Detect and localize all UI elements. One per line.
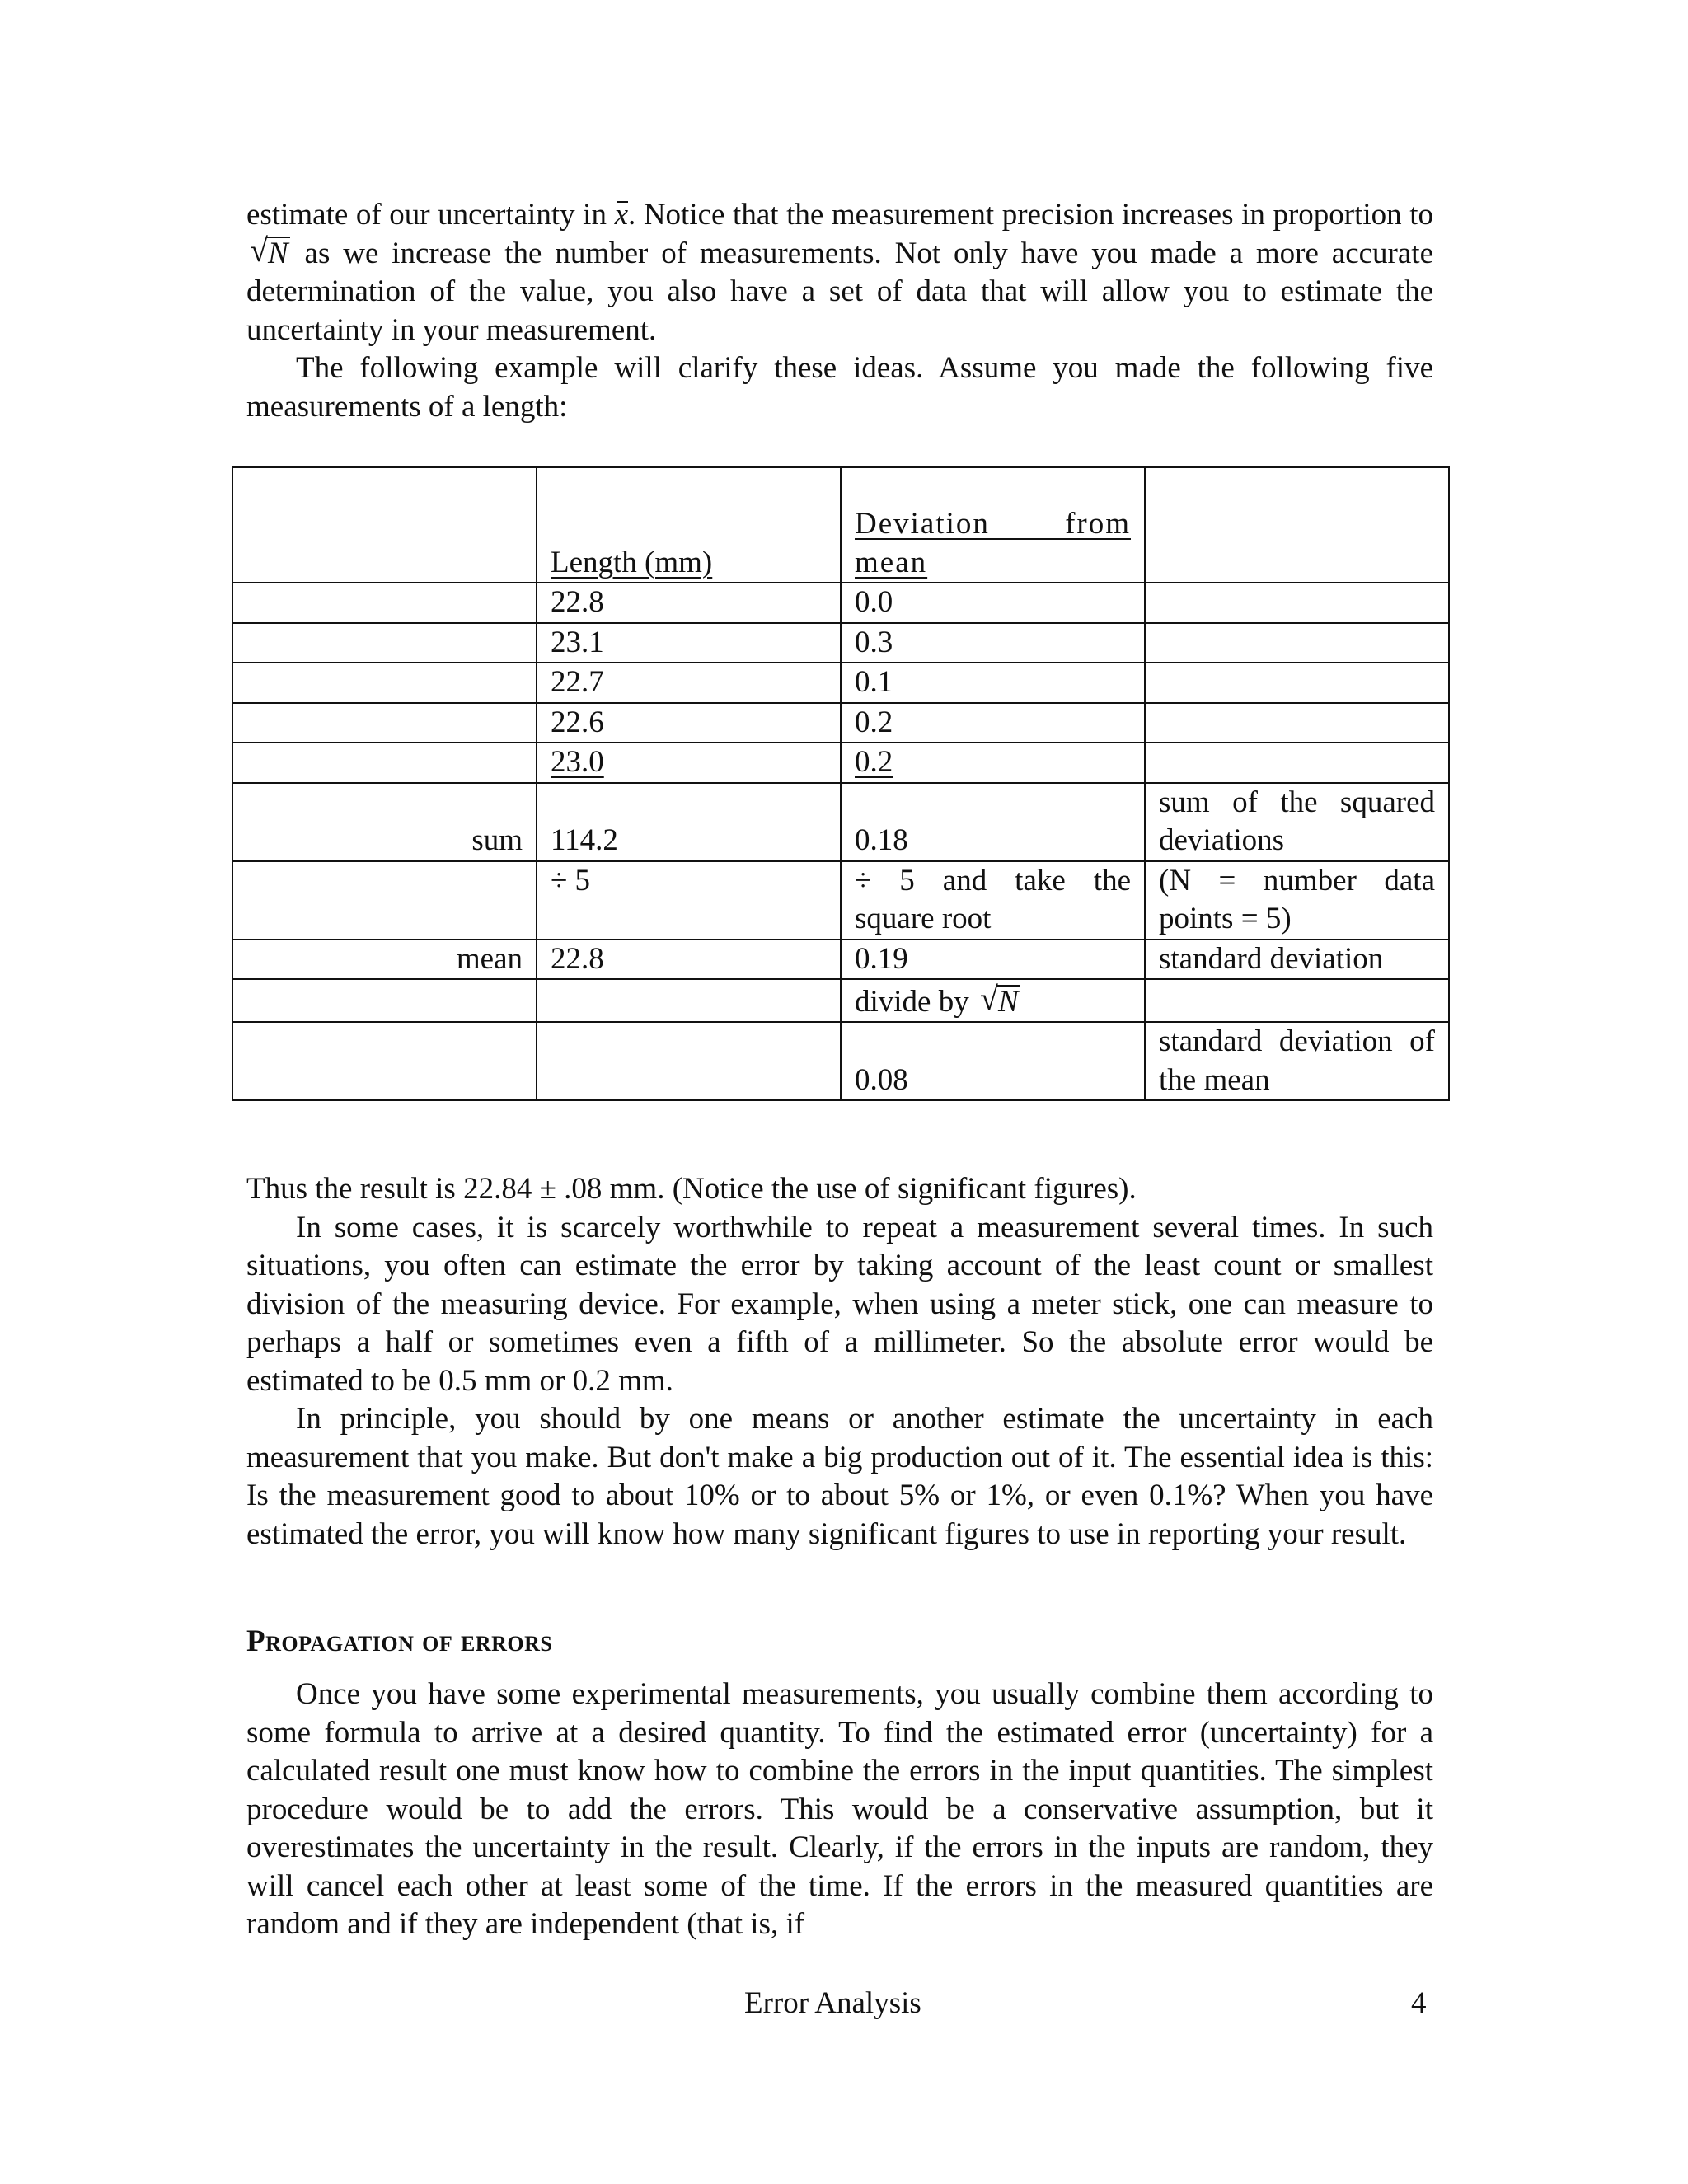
intro-text-part2: . Notice that the measurement precision increases in proportion to — [628, 198, 1434, 232]
table-header-row — [232, 467, 1449, 583]
table-row — [232, 703, 1449, 743]
sum-note: sum of the squared deviations — [1145, 783, 1449, 861]
propagation-paragraph: Once you have some experimental measurements, you usually combine them according to some formula to arrive at a desired quantity. To find the estimated error (uncertainty) for a calculated result one must know how to combine the errors in the input quantities. The simplest procedure would be to add the errors. This would be a conservative assumption, but it overestimates the uncertainty in the result. Clearly, if the errors in the inputs are random, they will cancel each other at least some of the time. If the errors in the measured quantities are random and if they are independent (that is, if — [246, 1677, 1433, 1941]
sum-length: 114.2 — [537, 783, 841, 861]
divide-length: ÷ 5 — [537, 861, 841, 940]
std-dev-mean-note: standard deviation of the mean — [1145, 1022, 1449, 1100]
sqrt-n-symbol: √ N — [250, 231, 288, 270]
std-dev-mean-value: 0.08 — [841, 1022, 1145, 1100]
intro-text-part1: estimate of our uncertainty in — [246, 198, 607, 232]
length-cell: 22.8 — [537, 583, 841, 623]
divide-sqrt-row — [232, 979, 1449, 1022]
sum-deviation: 0.18 — [841, 783, 1145, 861]
deviation-cell: 0.0 — [841, 583, 1145, 623]
cases-paragraph: In some cases, it is scarcely worthwhile to repeat a measurement several times. In such situations, you often can estimate the error by taking account of the least count or smallest division of the measuring device. For example, when using a meter stick, one can measure to perhaps a half or sometimes even a fifth of a millimeter. So the absolute error would be estimated to be 0.5 mm or 0.2 mm. — [246, 1210, 1433, 1398]
intro-text — [246, 196, 1433, 426]
length-cell: 22.6 — [537, 703, 841, 743]
footer-title: Error Analysis — [744, 1986, 921, 2020]
result-line: Thus the result is 22.84 ± .08 mm. (Notice the use of significant figures). — [246, 1172, 1137, 1206]
divide-five-row — [232, 861, 1449, 940]
x-bar-symbol: x — [615, 196, 628, 235]
length-cell: 22.7 — [537, 663, 841, 703]
mean-row — [232, 940, 1449, 980]
table-row — [232, 583, 1449, 623]
header-length: Length (mm) — [537, 467, 841, 583]
example-intro-paragraph: The following example will clarify these ideas. Assume you made the following five measurements of a length: — [246, 351, 1433, 424]
header-deviation: Deviation from mean — [841, 467, 1145, 583]
deviation-cell: 0.3 — [841, 623, 1145, 663]
table-row — [232, 743, 1449, 783]
mean-note: standard deviation — [1145, 940, 1449, 980]
mean-label: mean — [232, 940, 537, 980]
mean-deviation: 0.19 — [841, 940, 1145, 980]
deviation-cell: 0.2 — [841, 703, 1145, 743]
deviation-cell: 0.2 — [841, 743, 1145, 783]
section-heading: Propagation of errors — [246, 1624, 553, 1658]
length-cell: 23.0 — [537, 743, 841, 783]
divide-by-sqrt-n: divide by √ N — [841, 979, 1145, 1022]
section-text — [246, 1675, 1433, 1944]
intro-text-part3: as we increase the number of measurements. Not only have you made a more accurate determination of the value, you also have a set of data that will allow you to estimate the uncertainty in your measurement. — [246, 236, 1433, 347]
page-number: 4 — [1411, 1986, 1427, 2020]
principle-paragraph: In principle, you should by one means or another estimate the uncertainty in each measurement that you make. But don't make a big production out of it. The essential idea is this: Is the measurement good to about 10% or to about 5% or 1%, or even 0.1%? When you have estimated the error, you will know how many significant figures to use in reporting your result. — [246, 1402, 1433, 1551]
divide-note: (N = number data points = 5) — [1145, 861, 1449, 940]
table-row — [232, 663, 1449, 703]
intro-paragraph — [246, 196, 1433, 349]
sqrt-n-symbol: √ N — [979, 979, 1019, 1019]
final-row — [232, 1022, 1449, 1100]
measurement-table — [232, 466, 1450, 1101]
body-text — [246, 1170, 1433, 1554]
mean-length: 22.8 — [537, 940, 841, 980]
length-cell: 23.1 — [537, 623, 841, 663]
deviation-cell: 0.1 — [841, 663, 1145, 703]
table-row — [232, 623, 1449, 663]
sum-label: sum — [232, 783, 537, 861]
sum-row — [232, 783, 1449, 861]
divide-deviation: ÷ 5 and take the square root — [841, 861, 1145, 940]
